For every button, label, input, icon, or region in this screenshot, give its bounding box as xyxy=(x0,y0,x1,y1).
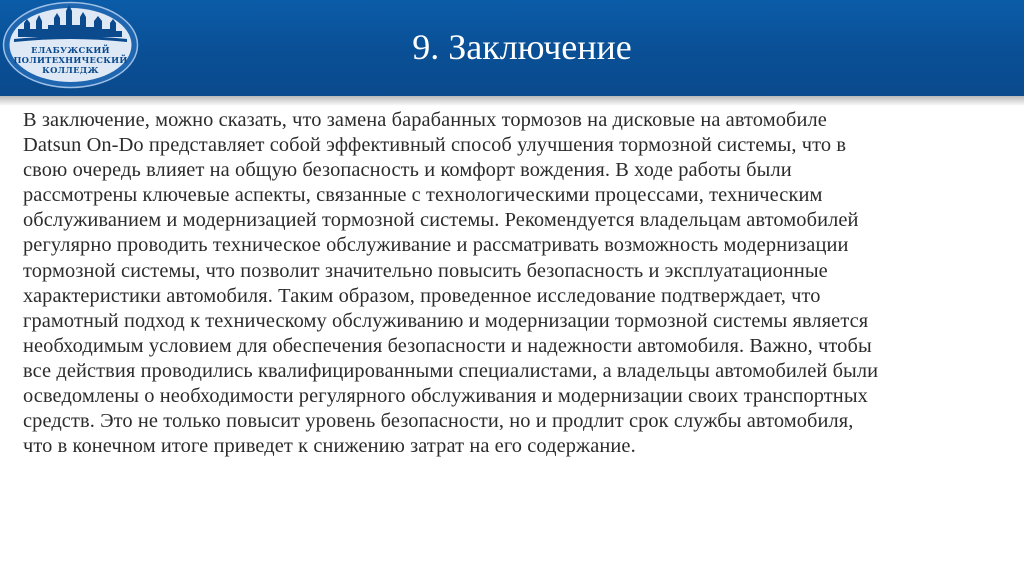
paragraph-line: В заключение, можно сказать, что замена барабанных тормозов на дисковые на автомобиле xyxy=(23,109,827,131)
paragraph-line: Datsun On-Do представляет собой эффективный способ улучшения тормозной системы, что в xyxy=(23,134,847,157)
logo-line-2: ПОЛИТЕХНИЧЕСКИЙ xyxy=(13,55,128,65)
logo-line-1: ЕЛАБУЖСКИЙ xyxy=(31,45,110,55)
paragraph-line: регулярно проводить техническое обслуживание и рассматривать возможность модернизации xyxy=(23,234,849,257)
college-logo-icon xyxy=(2,1,139,89)
paragraph-line: тормозной системы, что позволит значительно повысить безопасность и эксплуатационные xyxy=(23,259,828,282)
logo-line-3: КОЛЛЕДЖ xyxy=(42,65,99,75)
paragraph-line: средств. Это не только повысит уровень безопасности, но и продлит срок службы автомобиля, xyxy=(23,410,854,433)
paragraph-line: грамотный подход к техническому обслуживанию и модернизации тормозной системы является xyxy=(23,309,869,332)
paragraph-line: что в конечном итоге приведет к снижению затрат на его содержание. xyxy=(23,435,636,458)
paragraph-line: осведомлены о необходимости регулярного обслуживания и модернизации своих транспортных xyxy=(23,385,868,408)
paragraph-line: все действия проводились квалифицированными специалистами, а владельцы автомобилей были xyxy=(23,359,879,382)
paragraph-line: необходимым условием для обеспечения безопасности и надежности автомобиля. Важно, чтобы xyxy=(23,334,872,357)
paragraph-line: характеристики автомобиля. Таким образом, проведенное исследование подтверждает, что xyxy=(23,284,821,307)
conclusion-paragraph xyxy=(23,108,978,459)
slide-title: 9. Заключение xyxy=(412,27,632,67)
paragraph-line: рассмотрены ключевые аспекты, связанные с технологическими процессами, техническим xyxy=(23,184,823,207)
header-shadow xyxy=(0,96,1024,106)
header-bar xyxy=(0,0,1024,96)
paragraph-line: свою очередь влияет на общую безопасность и комфорт вождения. В ходе работы были xyxy=(23,159,792,182)
paragraph-line: обслуживанием и модернизацией тормозной системы. Рекомендуется владельцам автомобилей xyxy=(23,209,859,232)
